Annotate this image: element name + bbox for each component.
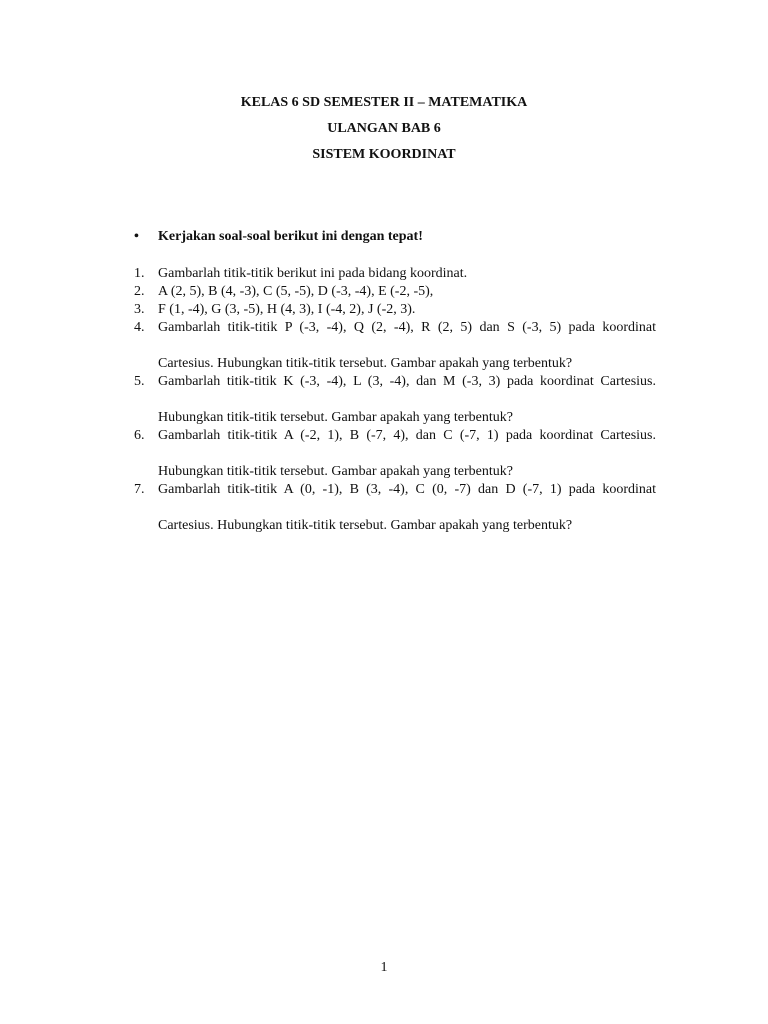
question-text-continued: Cartesius. Hubungkan titik-titik tersebut. Gambar apakah yang terbentuk? xyxy=(158,356,573,371)
question-number: 5. xyxy=(134,374,145,389)
document-header xyxy=(0,92,768,170)
header-topic-title: SISTEM KOORDINAT xyxy=(312,147,456,162)
instruction-line xyxy=(134,227,674,247)
question-number: 2. xyxy=(134,284,145,299)
question-item xyxy=(134,265,656,283)
question-number: 3. xyxy=(134,302,145,317)
header-class-title: KELAS 6 SD SEMESTER II – MATEMATIKA xyxy=(240,95,528,110)
question-number: 4. xyxy=(134,320,145,335)
question-item xyxy=(134,301,656,319)
question-list xyxy=(134,265,656,535)
page-number: 1 xyxy=(380,960,388,975)
question-number: 7. xyxy=(134,482,145,497)
question-item xyxy=(134,427,656,481)
question-item xyxy=(134,283,656,301)
question-item xyxy=(134,481,656,535)
question-number: 6. xyxy=(134,428,145,443)
question-item xyxy=(134,373,656,427)
question-text: Gambarlah titik-titik K (-3, -4), L (3, -4), dan M (-3, 3) pada koordinat Cartesius. xyxy=(158,374,656,389)
question-text: Gambarlah titik-titik A (0, -1), B (3, -4), C (0, -7) dan D (-7, 1) pada koordinat xyxy=(158,482,656,497)
question-text: A (2, 5), B (4, -3), C (5, -5), D (-3, -4), E (-2, -5), xyxy=(158,284,434,299)
question-number: 1. xyxy=(134,266,145,281)
question-text: Gambarlah titik-titik P (-3, -4), Q (2, -4), R (2, 5) dan S (-3, 5) pada koordinat xyxy=(158,320,656,335)
question-text: Gambarlah titik-titik berikut ini pada bidang koordinat. xyxy=(158,266,468,281)
question-text: F (1, -4), G (3, -5), H (4, 3), I (-4, 2), J (-2, 3). xyxy=(158,302,416,317)
bullet-icon: • xyxy=(134,229,139,244)
question-text-continued: Hubungkan titik-titik tersebut. Gambar apakah yang terbentuk? xyxy=(158,410,513,425)
question-text-continued: Cartesius. Hubungkan titik-titik tersebut. Gambar apakah yang terbentuk? xyxy=(158,518,573,533)
instruction-text: Kerjakan soal-soal berikut ini dengan tepat! xyxy=(158,229,423,244)
question-text: Gambarlah titik-titik A (-2, 1), B (-7, 4), dan C (-7, 1) pada koordinat Cartesius. xyxy=(158,428,656,443)
header-exam-title: ULANGAN BAB 6 xyxy=(327,121,441,136)
question-item xyxy=(134,319,656,373)
question-text-continued: Hubungkan titik-titik tersebut. Gambar apakah yang terbentuk? xyxy=(158,464,513,479)
